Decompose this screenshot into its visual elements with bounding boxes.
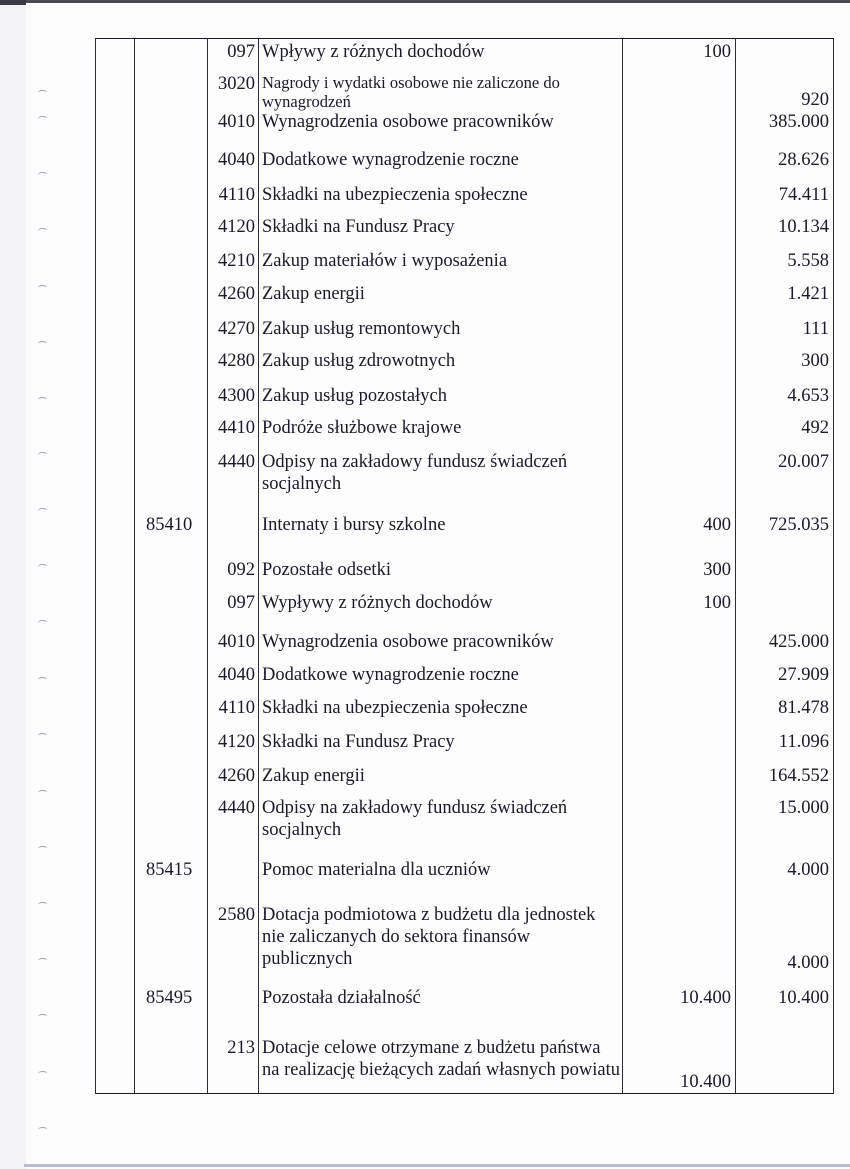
income-cell (623, 626, 736, 659)
expense-cell: 1.421 (736, 279, 834, 313)
table-row (96, 279, 834, 313)
chapter-cell (135, 626, 208, 659)
income-cell (623, 246, 736, 279)
expense-cell: 15.000 (736, 793, 834, 852)
description-cell: Dotacja podmiotowa z budżetu dla jednostek nie zaliczanych do sektora finansów publicznych (259, 893, 623, 985)
expense-cell (736, 550, 834, 583)
description-cell: Dodatkowe wynagrodzenie roczne (259, 145, 623, 179)
chapter-cell (135, 793, 208, 852)
table-row (96, 179, 834, 212)
income-cell (623, 346, 736, 380)
chapter-cell (135, 67, 208, 111)
description-cell: Pozostała działalność (259, 985, 623, 1028)
income-cell (623, 179, 736, 212)
description-cell: Odpisy na zakładowy fundusz świadczeń socjalnych (259, 793, 623, 852)
punch-hole-mark (38, 1071, 47, 1076)
paragraph-code-cell: 4040 (208, 145, 259, 179)
income-cell (623, 111, 736, 145)
expense-cell: 920 (736, 67, 834, 111)
paragraph-code-cell: 2580 (208, 893, 259, 985)
chapter-cell (135, 246, 208, 279)
income-cell: 300 (623, 550, 736, 583)
description-cell: Pomoc materialna dla uczniów (259, 852, 623, 893)
income-cell (623, 447, 736, 504)
table-row (96, 583, 834, 626)
punch-hole-mark (38, 90, 47, 95)
description-cell: Składki na Fundusz Pracy (259, 726, 623, 760)
description-cell: Wypływy z różnych dochodów (259, 583, 623, 626)
section-cell (96, 583, 135, 626)
section-cell (96, 179, 135, 212)
section-cell (96, 693, 135, 726)
paragraph-code-cell: 4120 (208, 726, 259, 760)
punch-hole-mark (38, 564, 47, 569)
table-row (96, 447, 834, 504)
table-row (96, 413, 834, 447)
table-row (96, 67, 834, 111)
punch-hole-mark (38, 172, 47, 177)
income-cell (623, 793, 736, 852)
chapter-cell (135, 413, 208, 447)
paragraph-code-cell (208, 504, 259, 550)
punch-hole-mark (38, 116, 47, 121)
chapter-cell (135, 279, 208, 313)
income-cell (623, 67, 736, 111)
table-row (96, 793, 834, 852)
chapter-cell (135, 550, 208, 583)
section-cell (96, 246, 135, 279)
paragraph-code-cell: 4440 (208, 793, 259, 852)
expense-cell: 385.000 (736, 111, 834, 145)
table-row (96, 893, 834, 985)
punch-hole-mark (38, 846, 47, 851)
chapter-cell (135, 380, 208, 413)
income-cell (623, 726, 736, 760)
income-cell: 400 (623, 504, 736, 550)
paragraph-code-cell (208, 852, 259, 893)
description-cell: Pozostałe odsetki (259, 550, 623, 583)
expense-cell: 111 (736, 313, 834, 346)
income-cell (623, 313, 736, 346)
scan-bottom-edge (24, 1164, 850, 1167)
paragraph-code-cell: 3020 (208, 67, 259, 111)
paragraph-code-cell: 4120 (208, 212, 259, 246)
section-cell (96, 67, 135, 111)
chapter-cell (135, 313, 208, 346)
table-row (96, 852, 834, 893)
expense-cell (736, 39, 834, 67)
paragraph-code-cell: 4280 (208, 346, 259, 380)
chapter-cell (135, 111, 208, 145)
section-cell (96, 380, 135, 413)
paragraph-code-cell: 4410 (208, 413, 259, 447)
income-cell (623, 760, 736, 793)
section-cell (96, 726, 135, 760)
expense-cell: 11.096 (736, 726, 834, 760)
paragraph-code-cell: 4110 (208, 179, 259, 212)
description-cell: Podróże służbowe krajowe (259, 413, 623, 447)
description-cell: Wynagrodzenia osobowe pracowników (259, 111, 623, 145)
chapter-cell (135, 1028, 208, 1094)
punch-hole-mark (38, 1014, 47, 1019)
section-cell (96, 447, 135, 504)
section-cell (96, 852, 135, 893)
section-cell (96, 212, 135, 246)
income-cell: 10.400 (623, 1028, 736, 1094)
description-cell: Wynagrodzenia osobowe pracowników (259, 626, 623, 659)
chapter-cell (135, 583, 208, 626)
expense-cell: 20.007 (736, 447, 834, 504)
description-cell: Dotacje celowe otrzymane z budżetu państwa na realizację bieżących zadań własnych powiatu (259, 1028, 623, 1094)
paragraph-code-cell: 4260 (208, 760, 259, 793)
paragraph-code-cell: 097 (208, 583, 259, 626)
scan-corner (0, 0, 26, 5)
description-cell: Składki na Fundusz Pracy (259, 212, 623, 246)
section-cell (96, 893, 135, 985)
punch-hole-mark (38, 397, 47, 402)
description-cell: Odpisy na zakładowy fundusz świadczeń socjalnych (259, 447, 623, 504)
section-cell (96, 985, 135, 1028)
income-cell: 10.400 (623, 985, 736, 1028)
chapter-cell (135, 693, 208, 726)
paragraph-code-cell: 4040 (208, 659, 259, 693)
punch-hole-mark (38, 1127, 47, 1132)
table-row (96, 346, 834, 380)
paragraph-code-cell: 092 (208, 550, 259, 583)
scan-margin (0, 0, 26, 1169)
punch-hole-mark (38, 677, 47, 682)
chapter-cell (135, 346, 208, 380)
table-row (96, 726, 834, 760)
chapter-cell: 85415 (135, 852, 208, 893)
description-cell: Zakup energii (259, 760, 623, 793)
section-cell (96, 793, 135, 852)
description-cell: Zakup usług zdrowotnych (259, 346, 623, 380)
expense-cell: 10.134 (736, 212, 834, 246)
scan-top-edge (0, 0, 850, 3)
section-cell (96, 346, 135, 380)
section-cell (96, 111, 135, 145)
section-cell (96, 626, 135, 659)
income-cell (623, 145, 736, 179)
paragraph-code-cell: 213 (208, 1028, 259, 1094)
chapter-cell (135, 179, 208, 212)
paragraph-code-cell: 4110 (208, 693, 259, 726)
table-row (96, 760, 834, 793)
table-row (96, 1028, 834, 1094)
expense-cell: 492 (736, 413, 834, 447)
expense-cell: 4.000 (736, 852, 834, 893)
expense-cell: 5.558 (736, 246, 834, 279)
table-row (96, 111, 834, 145)
description-cell: Zakup usług remontowych (259, 313, 623, 346)
income-cell (623, 693, 736, 726)
income-cell (623, 413, 736, 447)
chapter-cell (135, 39, 208, 67)
section-cell (96, 504, 135, 550)
chapter-cell (135, 212, 208, 246)
section-cell (96, 413, 135, 447)
punch-hole-mark (38, 341, 47, 346)
paragraph-code-cell: 4260 (208, 279, 259, 313)
table-row (96, 985, 834, 1028)
punch-hole-mark (38, 902, 47, 907)
paragraph-code-cell: 4440 (208, 447, 259, 504)
description-cell: Zakup energii (259, 279, 623, 313)
chapter-cell (135, 760, 208, 793)
expense-cell: 27.909 (736, 659, 834, 693)
description-cell: Nagrody i wydatki osobowe nie zaliczone do wynagrodzeń (259, 67, 623, 111)
chapter-cell (135, 447, 208, 504)
table-row (96, 550, 834, 583)
section-cell (96, 760, 135, 793)
paragraph-code-cell: 4010 (208, 626, 259, 659)
expense-cell: 10.400 (736, 985, 834, 1028)
budget-table (95, 38, 834, 1094)
chapter-cell: 85495 (135, 985, 208, 1028)
table-row (96, 693, 834, 726)
description-cell: Składki na ubezpieczenia społeczne (259, 693, 623, 726)
paragraph-code-cell: 4300 (208, 380, 259, 413)
expense-cell: 28.626 (736, 145, 834, 179)
income-cell (623, 279, 736, 313)
table-row (96, 626, 834, 659)
income-cell (623, 852, 736, 893)
chapter-cell (135, 659, 208, 693)
paragraph-code-cell: 4210 (208, 246, 259, 279)
paragraph-code-cell: 4270 (208, 313, 259, 346)
expense-cell (736, 1028, 834, 1094)
table-row (96, 380, 834, 413)
description-cell: Dodatkowe wynagrodzenie roczne (259, 659, 623, 693)
section-cell (96, 659, 135, 693)
punch-hole-mark (38, 733, 47, 738)
expense-cell: 4.000 (736, 893, 834, 985)
chapter-cell (135, 726, 208, 760)
description-cell: Zakup usług pozostałych (259, 380, 623, 413)
expense-cell: 81.478 (736, 693, 834, 726)
table-row (96, 504, 834, 550)
income-cell (623, 212, 736, 246)
punch-hole-mark (38, 228, 47, 233)
chapter-cell: 85410 (135, 504, 208, 550)
expense-cell: 425.000 (736, 626, 834, 659)
section-cell (96, 39, 135, 67)
expense-cell: 164.552 (736, 760, 834, 793)
income-cell: 100 (623, 39, 736, 67)
expense-cell: 300 (736, 346, 834, 380)
description-cell: Internaty i bursy szkolne (259, 504, 623, 550)
section-cell (96, 313, 135, 346)
section-cell (96, 550, 135, 583)
punch-hole-mark (38, 958, 47, 963)
chapter-cell (135, 145, 208, 179)
paragraph-code-cell: 097 (208, 39, 259, 67)
section-cell (96, 1028, 135, 1094)
description-cell: Składki na ubezpieczenia społeczne (259, 179, 623, 212)
income-cell (623, 380, 736, 413)
punch-hole-mark (38, 620, 47, 625)
table-row (96, 39, 834, 67)
table-row (96, 246, 834, 279)
chapter-cell (135, 893, 208, 985)
description-cell: Zakup materiałów i wyposażenia (259, 246, 623, 279)
punch-hole-mark (38, 285, 47, 290)
income-cell: 100 (623, 583, 736, 626)
expense-cell: 725.035 (736, 504, 834, 550)
expense-cell: 74.411 (736, 179, 834, 212)
table-row (96, 659, 834, 693)
table-row (96, 313, 834, 346)
income-cell (623, 893, 736, 985)
punch-hole-mark (38, 452, 47, 457)
income-cell (623, 659, 736, 693)
expense-cell: 4.653 (736, 380, 834, 413)
punch-hole-mark (38, 790, 47, 795)
table-row (96, 212, 834, 246)
table-row (96, 145, 834, 179)
expense-cell (736, 583, 834, 626)
description-cell: Wpływy z różnych dochodów (259, 39, 623, 67)
paragraph-code-cell: 4010 (208, 111, 259, 145)
section-cell (96, 279, 135, 313)
punch-hole-mark (38, 508, 47, 513)
section-cell (96, 145, 135, 179)
paragraph-code-cell (208, 985, 259, 1028)
